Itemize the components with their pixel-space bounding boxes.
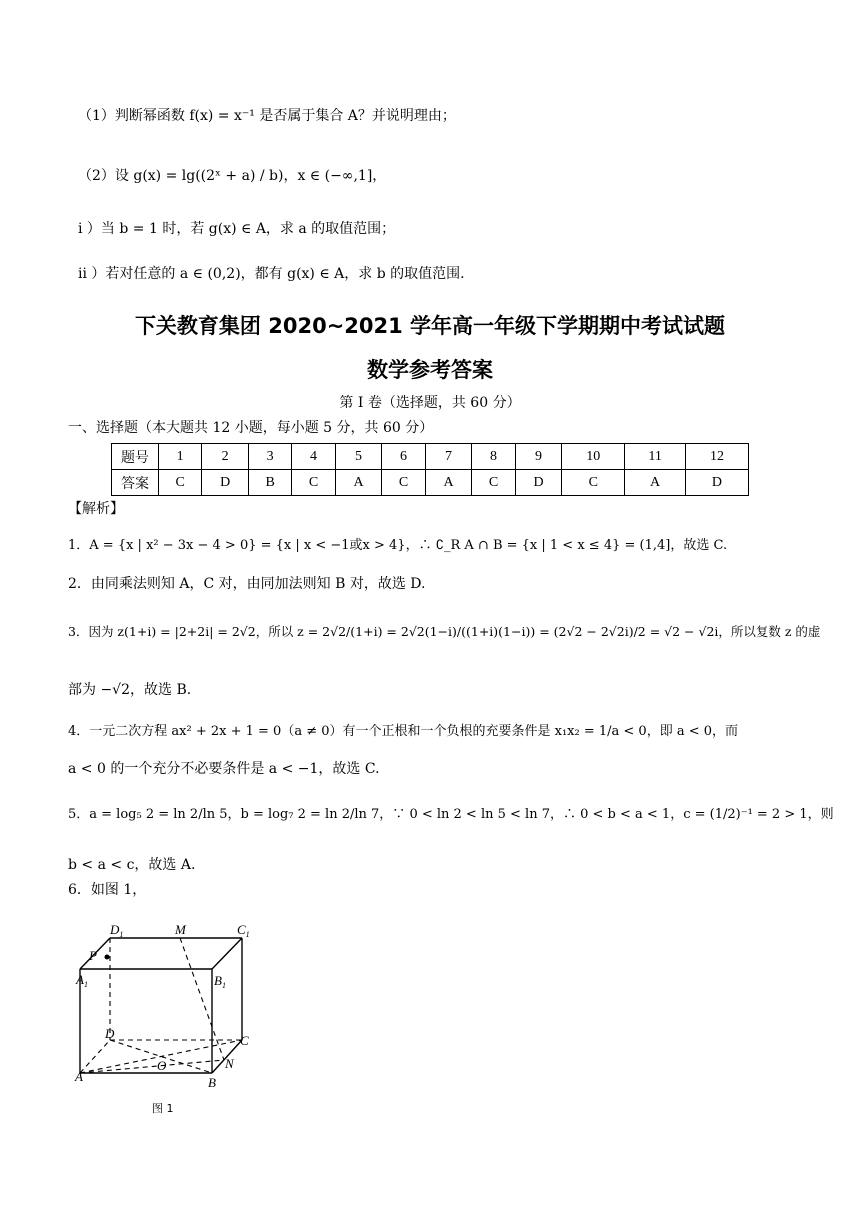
- table-cell: D: [685, 470, 748, 496]
- table-cell: A: [625, 470, 686, 496]
- table-cell: 9: [515, 444, 562, 470]
- table-cell: 4: [292, 444, 335, 470]
- label-p: P: [89, 948, 97, 963]
- label-d: D: [105, 1026, 115, 1041]
- label-o: O: [157, 1058, 167, 1073]
- solution-3b: 部为 −√2，故选 B.: [68, 682, 192, 698]
- table-cell: C: [292, 470, 335, 496]
- table-cell: 7: [425, 444, 472, 470]
- label-c1: $C_1$: [237, 922, 250, 939]
- point-p-dot: [105, 955, 110, 960]
- table-cell: A: [425, 470, 472, 496]
- table-cell: 2: [202, 444, 249, 470]
- table-row-answers: [112, 470, 749, 496]
- answer-table: [111, 443, 749, 496]
- table-cell: 3: [249, 444, 292, 470]
- label-b1: $B_1$: [214, 973, 226, 990]
- table-cell: 12: [685, 444, 748, 470]
- table-cell: 6: [382, 444, 425, 470]
- section-heading: 一、选择题（本大题共 12 小题，每小题 5 分，共 60 分）: [68, 420, 434, 436]
- solution-4a: 4．一元二次方程 ax² + 2x + 1 = 0（a ≠ 0）有一个正根和一个负根的充要条件是 x₁x₂ = 1/a < 0，即 a < 0，而: [68, 724, 739, 739]
- document-title: 下关教育集团 2020~2021 学年高一年级下学期期中考试试题: [134, 314, 726, 338]
- question-2-ii: ii ）若对任意的 a ∈ (0,2)，都有 g(x) ∈ A，求 b 的取值范围.: [78, 266, 465, 282]
- table-header-cell: 答案: [112, 470, 159, 496]
- label-a: A: [75, 1069, 83, 1084]
- label-b: B: [208, 1075, 216, 1090]
- solution-2: 2．由同乘法则知 A，C 对，由同加法则知 B 对，故选 D.: [68, 576, 426, 592]
- document-subtitle: 数学参考答案: [367, 358, 493, 382]
- solution-5a: 5．a = log₅ 2 = ln 2/ln 5，b = log₇ 2 = ln 2/ln 7，∵ 0 < ln 2 < ln 5 < ln 7，∴ 0 < b < a < 1，c = (1/2)⁻¹ = 2 > 1，则: [68, 807, 834, 822]
- table-cell: 10: [562, 444, 625, 470]
- table-cell: C: [562, 470, 625, 496]
- table-row-numbers: [112, 444, 749, 470]
- label-a1: $A_1$: [76, 972, 88, 989]
- table-cell: A: [335, 470, 382, 496]
- figure-caption: 图 1: [152, 1102, 174, 1115]
- table-cell: D: [515, 470, 562, 496]
- label-n: N: [225, 1056, 234, 1071]
- table-cell: C: [382, 470, 425, 496]
- part-heading: 第 I 卷（选择题，共 60 分）: [339, 395, 521, 411]
- label-d1: $D_1$: [110, 922, 124, 939]
- cuboid-figure: [72, 918, 272, 1118]
- solution-4b: a < 0 的一个充分不必要条件是 a < −1，故选 C.: [68, 761, 380, 777]
- solution-1: 1．A = {x | x² − 3x − 4 > 0} = {x | x < −1或x > 4}，∴ ∁_R A ∩ B = {x | 1 < x ≤ 4} = (1,4]，故选 C.: [68, 538, 728, 553]
- table-cell: 11: [625, 444, 686, 470]
- table-cell: 8: [472, 444, 515, 470]
- table-cell: 5: [335, 444, 382, 470]
- label-c: C: [240, 1033, 249, 1048]
- solution-3a: 3．因为 z(1+i) = |2+2i| = 2√2，所以 z = 2√2/(1+i) = 2√2(1−i)/((1+i)(1−i)) = (2√2 − 2√2i)/2 = √2 − √2i，所以复数 z 的虚: [68, 624, 821, 639]
- question-2: （2）设 g(x) = lg((2ˣ + a) / b)，x ∈ (−∞,1]，: [78, 168, 387, 184]
- solution-5b: b < a < c，故选 A.: [68, 857, 196, 873]
- table-cell: D: [202, 470, 249, 496]
- label-m: M: [175, 922, 186, 937]
- question-2-i: i ）当 b = 1 时，若 g(x) ∈ A，求 a 的取值范围；: [78, 221, 396, 237]
- analysis-label: 【解析】: [68, 501, 124, 517]
- table-cell: B: [249, 470, 292, 496]
- solution-6: 6．如图 1，: [68, 882, 147, 898]
- table-cell: C: [472, 470, 515, 496]
- table-cell: C: [159, 470, 202, 496]
- question-1: （1）判断幂函数 f(x) = x⁻¹ 是否属于集合 A？并说明理由；: [78, 108, 456, 124]
- table-cell: 1: [159, 444, 202, 470]
- table-header-cell: 题号: [112, 444, 159, 470]
